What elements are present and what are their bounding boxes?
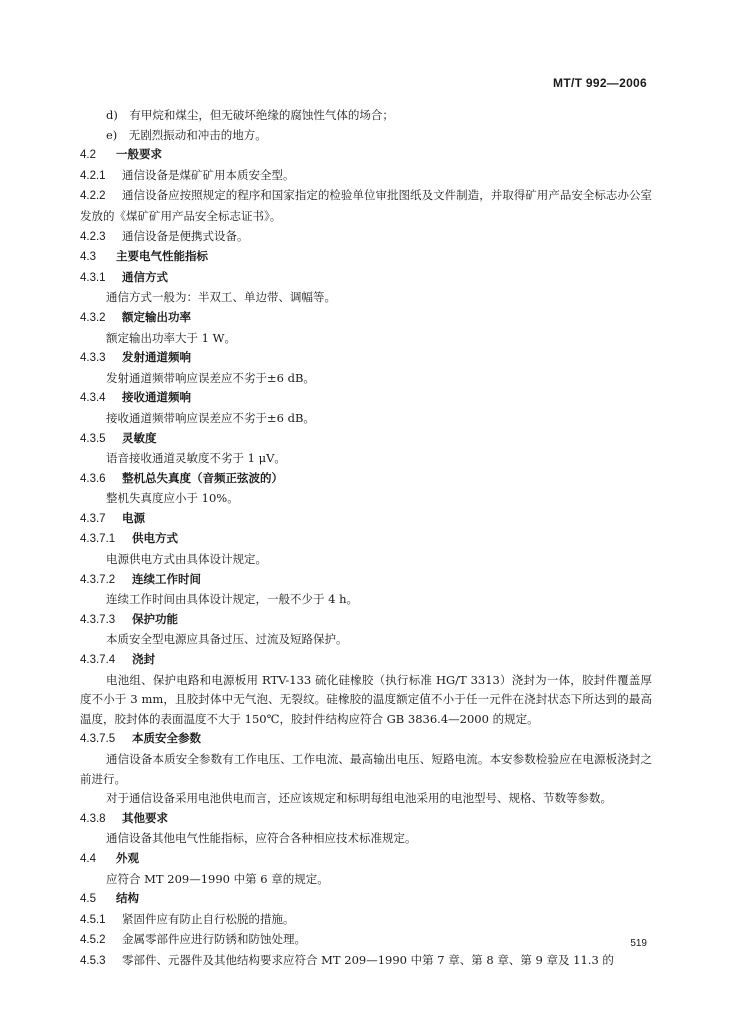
section-4-3-7-5-text-1: 通信设备本质安全参数有工作电压、工作电流、最高输出电压、短路电流。本安参数检验应在电源板浇封之前进行。 bbox=[80, 752, 652, 786]
section-4-3-6-text: 整机失真度应小于 10%。 bbox=[106, 491, 239, 506]
section-4-3-4-text: 接收通道频带响应误差应不劣于±6 dB。 bbox=[106, 410, 315, 425]
list-item-d: d) 有甲烷和煤尘，但无破坏绝缘的腐蚀性气体的场合； bbox=[106, 108, 394, 122]
section-4-3-7-2-heading: 4.3.7.2 连续工作时间 bbox=[80, 571, 201, 586]
section-4-2-3: 4.2.3 通信设备是便携式设备。 bbox=[80, 228, 249, 243]
section-4-2-1: 4.2.1 通信设备是煤矿矿用本质安全型。 bbox=[80, 167, 295, 182]
section-4-4-heading: 4.4 外观 bbox=[80, 850, 139, 865]
standard-code: MT/T 992—2006 bbox=[553, 76, 647, 90]
section-4-3-2-heading: 4.3.2 额定输出功率 bbox=[80, 309, 191, 324]
section-4-5-3: 4.5.3 零部件、元器件及其他结构要求应符合 MT 209—1990 中第 7 章、第 8 章、第 9 章及 11.3 的 bbox=[80, 952, 614, 967]
section-4-3-2-text: 额定输出功率大于 1 W。 bbox=[106, 330, 236, 345]
section-4-3-5-text: 语音接收通道灵敏度不劣于 1 μV。 bbox=[106, 451, 286, 466]
section-4-5-1: 4.5.1 紧固件应有防止自行松脱的措施。 bbox=[80, 911, 295, 926]
section-4-5-heading: 4.5 结构 bbox=[80, 891, 139, 906]
section-4-3-3-text: 发射通道频带响应误差应不劣于±6 dB。 bbox=[106, 370, 315, 385]
section-4-3-8-text: 通信设备其他电气性能指标，应符合各种相应技术标准规定。 bbox=[106, 831, 417, 846]
section-4-3-7-5-heading: 4.3.7.5 本质安全参数 bbox=[80, 731, 201, 746]
section-4-3-7-3-heading: 4.3.7.3 保护功能 bbox=[80, 611, 178, 626]
section-4-3-8-heading: 4.3.8 其他要求 bbox=[80, 810, 168, 825]
section-4-3-7-2-text: 连续工作时间由具体设计规定，一般不少于 4 h。 bbox=[106, 592, 359, 607]
section-4-3-3-heading: 4.3.3 发射通道频响 bbox=[80, 350, 191, 365]
section-4-4-text: 应符合 MT 209—1990 中第 6 章的规定。 bbox=[106, 871, 329, 886]
section-4-3-1-heading: 4.3.1 通信方式 bbox=[80, 269, 168, 284]
section-4-3-1-text: 通信方式一般为：半双工、单边带、调幅等。 bbox=[106, 290, 336, 305]
section-4-2-2: 4.2.2 通信设备应按照规定的程序和国家指定的检验单位审批图纸及文件制造，并取得矿用产品安全标志办公室发放的《煤矿矿用产品安全标志证书》。 bbox=[80, 188, 652, 223]
section-4-3-7-1-text: 电源供电方式由具体设计规定。 bbox=[106, 552, 267, 567]
section-4-3-4-heading: 4.3.4 接收通道频响 bbox=[80, 390, 191, 405]
section-4-3-7-1-heading: 4.3.7.1 供电方式 bbox=[80, 531, 178, 546]
section-4-3-7-4-heading: 4.3.7.4 浇封 bbox=[80, 652, 155, 667]
section-4-5-2: 4.5.2 金属零部件应进行防锈和防蚀处理。 bbox=[80, 932, 306, 947]
page-number: 519 bbox=[630, 938, 647, 949]
section-4-3-7-3-text: 本质安全型电源应具备过压、过流及短路保护。 bbox=[106, 632, 348, 647]
list-item-e: e) 无剧烈振动和冲击的地方。 bbox=[106, 127, 267, 142]
section-4-3-7-4-text: 电池组、保护电路和电源板用 RTV-133 硫化硅橡胶（执行标准 HG/T 3313）浇封为一体，胶封件覆盖厚度不小于 3 mm，且胶封体中无气泡、无裂纹。硅橡胶的温度额定值不小于任一元件在浇封状态下所达到的最高温度，胶封体的表面温度不大于 150℃，胶封件结构应符合 GB 3836.4—2000 的规定。 bbox=[80, 672, 652, 726]
section-4-3-7-heading: 4.3.7 电源 bbox=[80, 510, 145, 525]
section-4-3-6-heading: 4.3.6 整机总失真度（音频正弦波的） bbox=[80, 470, 283, 485]
section-4-3-heading: 4.3 主要电气性能指标 bbox=[80, 249, 208, 264]
section-4-3-5-heading: 4.3.5 灵敏度 bbox=[80, 430, 157, 445]
section-4-2-heading: 4.2 一般要求 bbox=[80, 147, 162, 162]
section-4-3-7-5-text-2: 对于通信设备采用电池供电而言，还应该规定和标明每组电池采用的电池型号、规格、节数等参数。 bbox=[106, 791, 612, 806]
document-body bbox=[80, 106, 652, 972]
